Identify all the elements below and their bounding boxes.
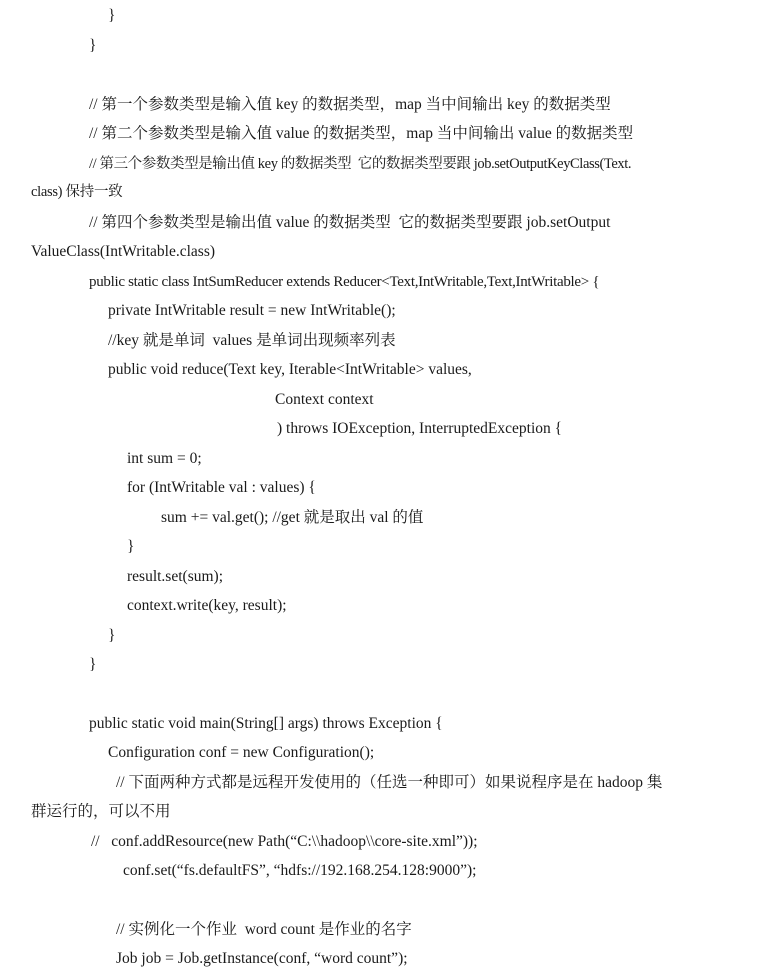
- code-comment: // 第三个参数类型是输出值 key 的数据类型 它的数据类型要跟 job.setOutputKeyClass(Text.: [89, 156, 632, 172]
- code-comment: // 第四个参数类型是输出值 value 的数据类型 它的数据类型要跟 job.setOutput: [89, 214, 611, 231]
- code-line: sum += val.get(); //get 就是取出 val 的值: [161, 509, 424, 526]
- code-line: public static class IntSumReducer extends Reducer<Text,IntWritable,Text,IntWritable> {: [89, 274, 600, 290]
- code-comment: // 第一个参数类型是输入值 key 的数据类型，map 当中间输出 key 的数据类型: [89, 96, 611, 113]
- code-line: Configuration conf = new Configuration();: [108, 744, 375, 761]
- code-line: ) throws IOException, InterruptedException {: [277, 420, 563, 437]
- code-line: private IntWritable result = new IntWritable();: [108, 302, 396, 319]
- code-comment: //key 就是单词 values 是单词出现频率列表: [108, 332, 396, 349]
- code-line: }: [108, 627, 116, 644]
- code-line: }: [89, 37, 97, 54]
- code-line: }: [89, 656, 97, 673]
- code-line: Job job = Job.getInstance(conf, “word count”);: [116, 950, 408, 967]
- code-comment: // 第二个参数类型是输入值 value 的数据类型，map 当中间输出 value 的数据类型: [89, 125, 634, 142]
- code-line: public static void main(String[] args) throws Exception {: [89, 715, 443, 732]
- code-comment: class) 保持一致: [31, 184, 123, 200]
- code-line: conf.set(“fs.defaultFS”, “hdfs://192.168.254.128:9000”);: [123, 862, 477, 879]
- code-comment: // 下面两种方式都是远程开发使用的（任选一种即可）如果说程序是在 hadoop 集: [116, 774, 663, 791]
- code-line: context.write(key, result);: [127, 597, 287, 614]
- code-line: result.set(sum);: [127, 568, 223, 585]
- code-line: Context context: [275, 391, 374, 408]
- code-comment: 群运行的，可以不用: [31, 803, 171, 820]
- code-line: }: [108, 7, 116, 24]
- code-line: }: [127, 538, 135, 555]
- code-comment: // conf.addResource(new Path(“C:\\hadoop\\core-site.xml”));: [91, 833, 478, 850]
- code-line: int sum = 0;: [127, 450, 202, 467]
- code-comment: // 实例化一个作业 word count 是作业的名字: [116, 921, 412, 938]
- code-line: public void reduce(Text key, Iterable<IntWritable> values,: [108, 361, 472, 378]
- code-line: for (IntWritable val : values) {: [127, 479, 316, 496]
- code-line: ValueClass(IntWritable.class): [31, 243, 216, 260]
